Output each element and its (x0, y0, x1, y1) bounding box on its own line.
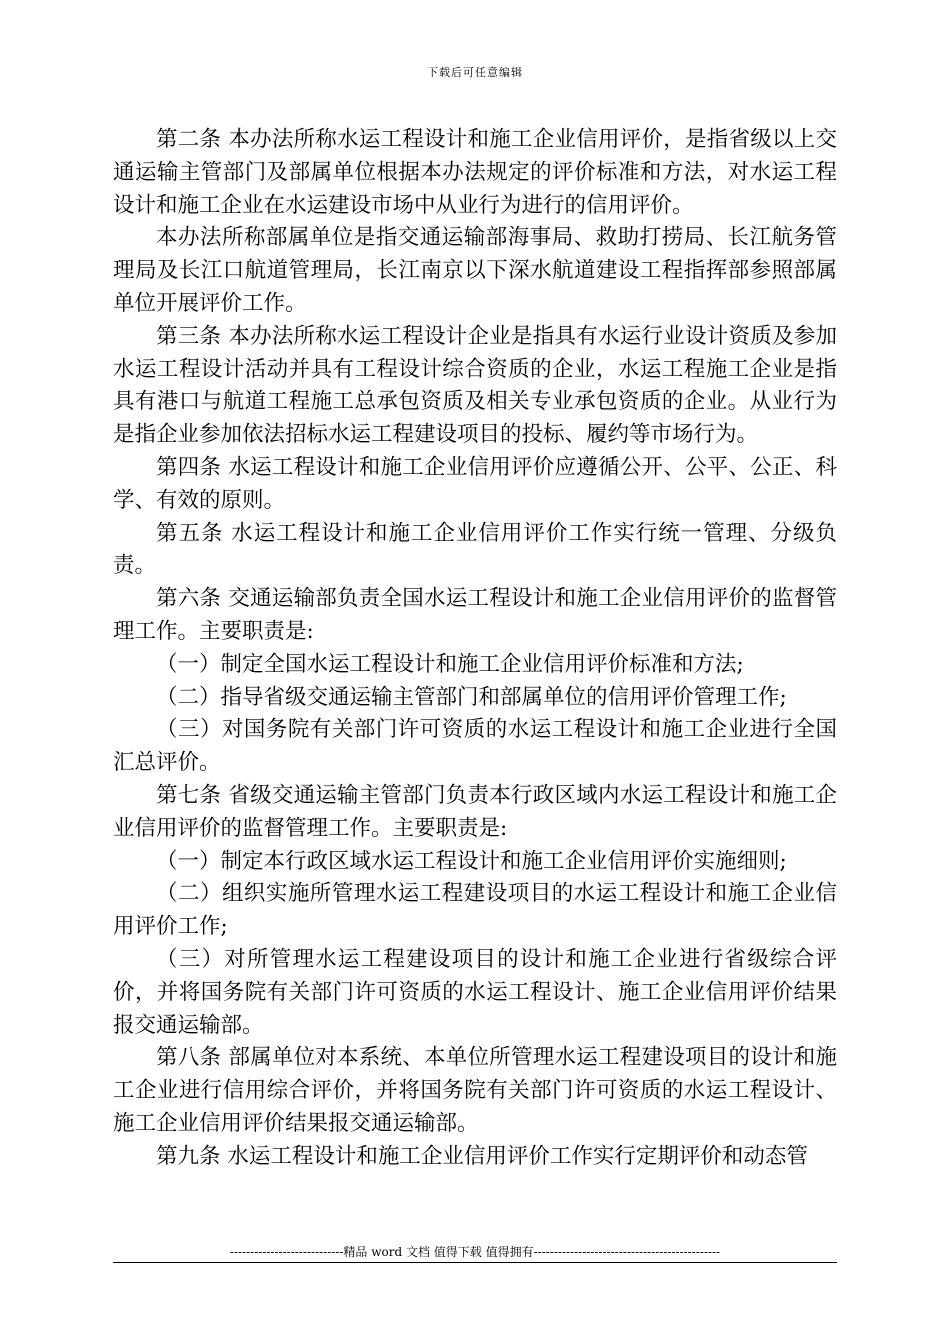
paragraph: 第五条 水运工程设计和施工企业信用评价工作实行统一管理、分级负责。 (113, 520, 837, 579)
paragraph: 第三条 本办法所称水运工程设计企业是指具有水运行业设计资质及参加水运工程设计活动并具有工程设计综合资质的企业，水运工程施工企业是指具有港口与航道工程施工总承包资质及相关专业承包资质的企业。从业行为是指企业参加依法招标水运工程建设项目的投标、履约等市场行为。 (113, 323, 837, 448)
paragraph: （一）制定本行政区域水运工程设计和施工企业信用评价实施细则; (156, 848, 787, 874)
paragraph: （三）对所管理水运工程建设项目的设计和施工企业进行省级综合评价，并将国务院有关部门许可资质的水运工程设计、施工企业信用评价结果报交通运输部。 (113, 946, 837, 1038)
paragraph: （二）指导省级交通运输主管部门和部属单位的信用评价管理工作; (156, 684, 787, 710)
document-body (113, 124, 837, 1174)
paragraph: 本办法所称部属单位是指交通运输部海事局、救助打捞局、长江航务管理局及长江口航道管理局，长江南京以下深水航道建设工程指挥部参照部属单位开展评价工作。 (113, 225, 837, 316)
page-header: 下载后可任意编辑 (427, 66, 523, 79)
footer-rule (113, 1262, 837, 1263)
paragraph: 第六条 交通运输部负责全国水运工程设计和施工企业信用评价的监督管理工作。主要职责是: (113, 586, 837, 644)
paragraph: 第八条 部属单位对本系统、本单位所管理水运工程建设项目的设计和施工企业进行信用综合评价，并将国务院有关部门许可资质的水运工程设计、施工企业信用评价结果报交通运输部。 (113, 1045, 837, 1136)
paragraph: 第七条 省级交通运输主管部门负责本行政区域内水运工程设计和施工企业信用评价的监督管理工作。主要职责是: (113, 782, 837, 841)
paragraph: （三）对国务院有关部门许可资质的水运工程设计和施工企业进行全国汇总评价。 (113, 717, 837, 776)
paragraph: （一）制定全国水运工程设计和施工企业信用评价标准和方法; (156, 651, 744, 677)
paragraph: （二）组织实施所管理水运工程建设项目的水运工程设计和施工企业信用评价工作; (113, 881, 837, 940)
paragraph: 第九条 水运工程设计和施工企业信用评价工作实行定期评价和动态管 (156, 1143, 808, 1169)
page-footer: ----------------------------精品 word 文档 值得下载 值得拥有---------------------------------------------- (229, 1245, 721, 1259)
paragraph: 第四条 水运工程设计和施工企业信用评价应遵循公开、公平、公正、科学、有效的原则。 (113, 454, 837, 513)
paragraph: 第二条 本办法所称水运工程设计和施工企业信用评价，是指省级以上交通运输主管部门及部属单位根据本办法规定的评价标准和方法，对水运工程设计和施工企业在水运建设市场中从业行为进行的信用评价。 (113, 127, 837, 218)
